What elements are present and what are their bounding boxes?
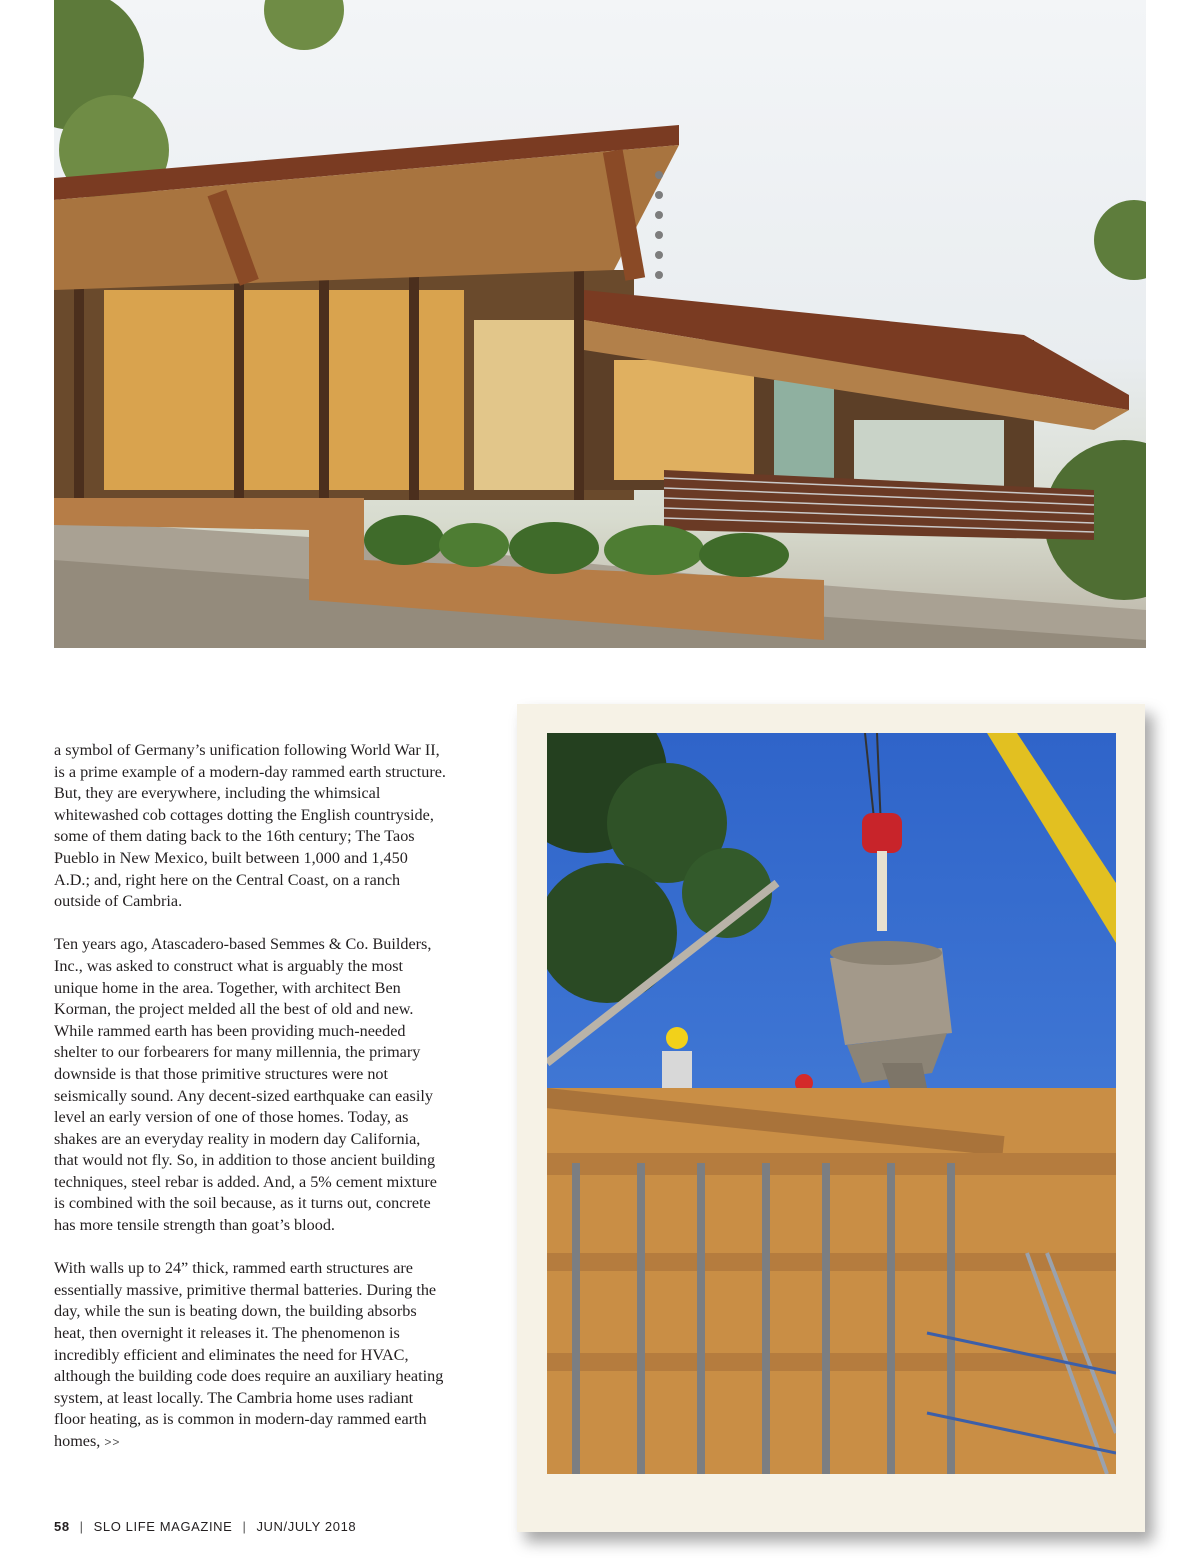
page-number: 58 (54, 1519, 70, 1534)
footer-separator: | (79, 1519, 84, 1534)
footer-separator-2: | (242, 1519, 247, 1534)
paragraph-3 (54, 1258, 446, 1453)
paragraph-1: a symbol of Germany’s unification following World War II, is a prime example of a modern-day rammed earth structure. But, they are everywhere, including the whimsical whitewashed cob cottages dotting the English countryside, some of them dating back to the 16th century; The Taos Pueblo in New Mexico, built between 1,000 and 1,450 A.D.; and, right here on the Central Coast, on a ranch outside of Cambria. (54, 741, 446, 911)
paragraph-3-text: With walls up to 24” thick, rammed earth structures are essentially massive, primitive thermal batteries. During the day, while the sun is beating down, the building absorbs heat, then overnight it releases it. The phenomenon is incredibly efficient and eliminates the need for HVAC, although the building code does require an auxiliary heating system, at least locally. The Cambria home uses radiant floor heating, as is common in modern-day rammed earth homes, (54, 1259, 444, 1450)
hero-photo-house (54, 0, 1146, 648)
continued-marker: >> (104, 1435, 121, 1449)
issue-date: JUN/JULY 2018 (256, 1519, 357, 1534)
page-footer (54, 1519, 356, 1534)
construction-photo (547, 733, 1116, 1474)
article-body (54, 740, 446, 1475)
photo-frame (517, 704, 1145, 1532)
paragraph-2: Ten years ago, Atascadero-based Semmes & Co. Builders, Inc., was asked to construct what is arguably the most unique home in the area. Together, with architect Ben Korman, the project melded all the best of old and new. While rammed earth has been providing much-needed shelter to our forbearers for many millennia, the primary downside is that those primitive structures were not seismically sound. Any decent-sized earthquake can easily level an early version of one of those homes. Today, as shakes are an everyday reality in modern day California, that would not fly. So, in addition to those ancient building techniques, steel rebar is added. And, a 5% cement mixture is combined with the soil because, as it turns out, concrete has more tensile strength than goat’s blood. (54, 935, 437, 1235)
publication-name: SLO LIFE MAGAZINE (93, 1519, 233, 1534)
